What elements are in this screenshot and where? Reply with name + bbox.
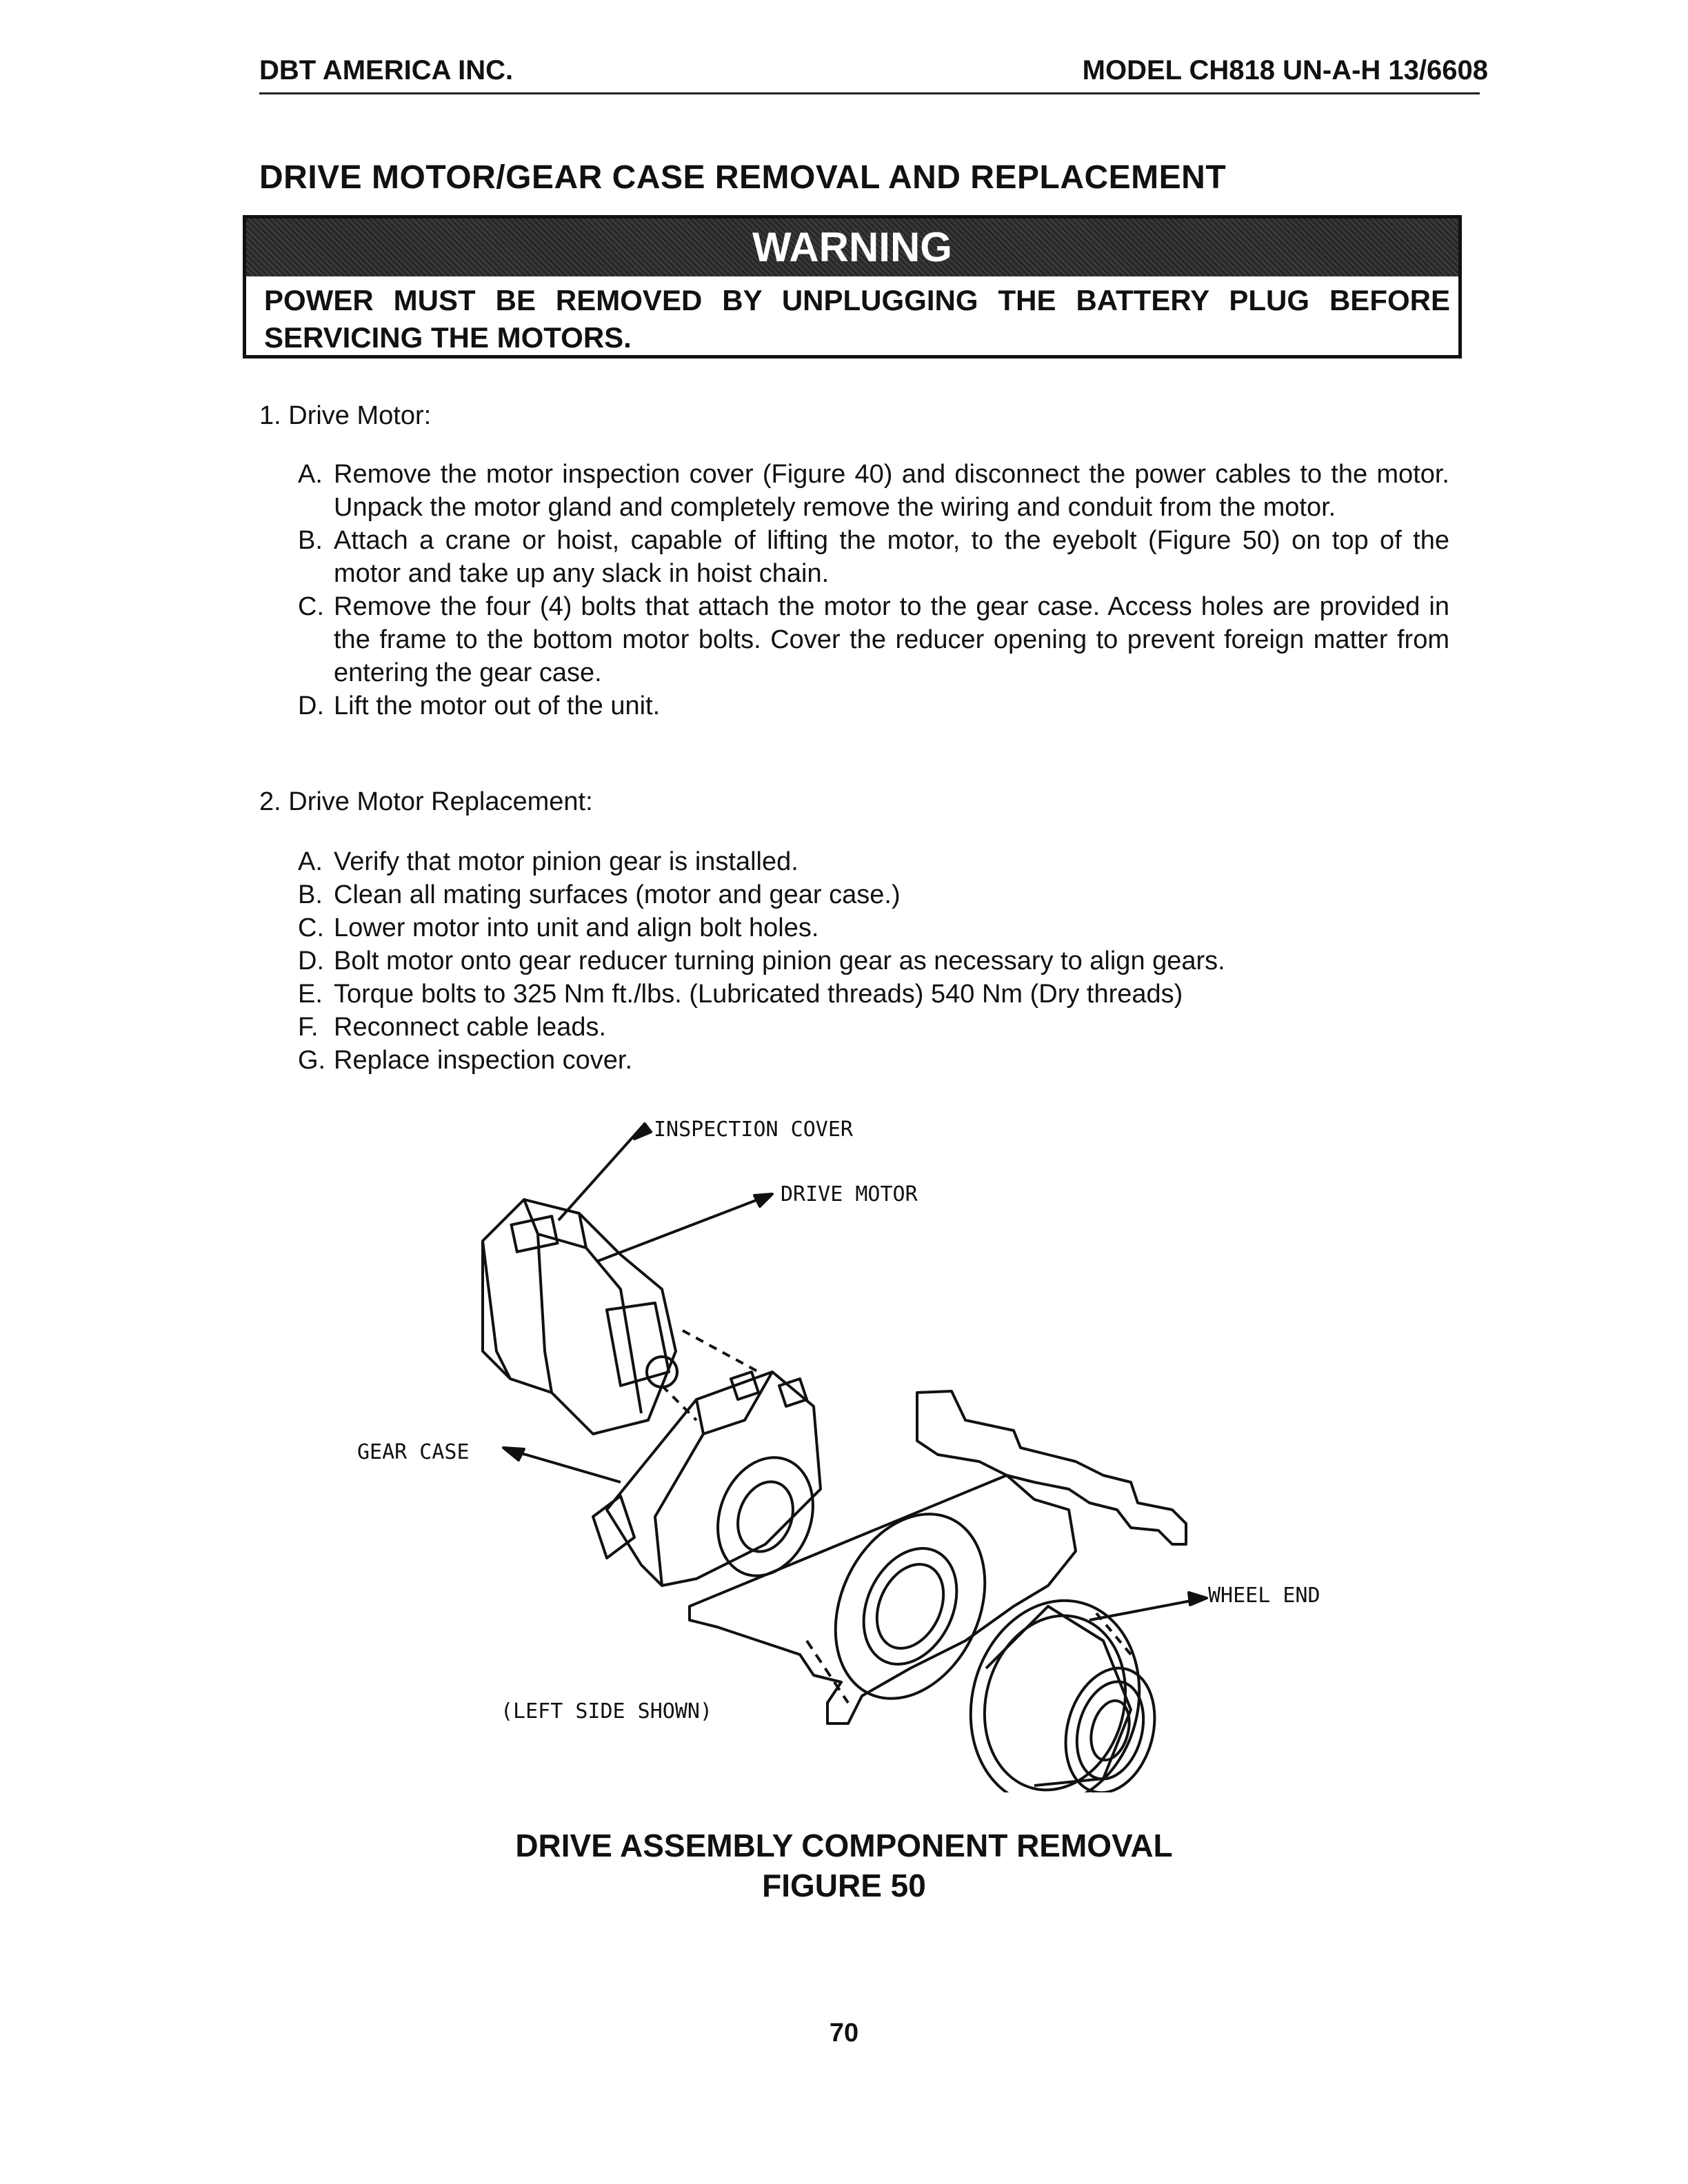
label-inspection-cover: INSPECTION COVER — [654, 1118, 853, 1142]
page-title: DRIVE MOTOR/GEAR CASE REMOVAL AND REPLACEMENT — [259, 159, 1227, 196]
warning-text: POWER MUST BE REMOVED BY UNPLUGGING THE BATTERY PLUG BEFORE SERVICING THE MOTORS. — [264, 284, 1450, 354]
figure-number: FIGURE 50 — [762, 1868, 926, 1903]
step-letter: A. — [298, 460, 323, 489]
step-letter: B. — [298, 526, 323, 555]
section-1-heading: 1. Drive Motor: — [259, 401, 432, 430]
drive-assembly-figure — [331, 1103, 1365, 1792]
step-letter: A. — [298, 847, 323, 876]
section-1-steps — [298, 458, 1449, 722]
list-item — [298, 590, 1449, 689]
list-item — [298, 689, 1449, 722]
header-rule — [259, 92, 1480, 94]
page-number: 70 — [829, 2019, 859, 2048]
section-2-steps — [298, 845, 1449, 1077]
list-item — [298, 1011, 1449, 1044]
list-item — [298, 845, 1449, 878]
warning-box — [243, 215, 1462, 358]
step-text: Lift the motor out of the unit. — [334, 691, 661, 720]
step-letter: C. — [298, 913, 324, 942]
step-text: Clean all mating surfaces (motor and gear case.) — [334, 880, 901, 909]
step-letter: B. — [298, 880, 323, 909]
drive-motor-drawing — [483, 1200, 758, 1434]
list-item — [298, 458, 1449, 524]
step-text: Torque bolts to 325 Nm ft./lbs. (Lubricated threads) 540 Nm (Dry threads) — [334, 980, 1183, 1009]
warning-heading: WARNING — [246, 219, 1458, 276]
step-text: Replace inspection cover. — [334, 1046, 633, 1075]
step-text: Verify that motor pinion gear is installed. — [334, 847, 798, 876]
list-item — [298, 524, 1449, 590]
list-item — [298, 1044, 1449, 1077]
section-2-heading: 2. Drive Motor Replacement: — [259, 787, 593, 816]
step-letter: F. — [298, 1013, 319, 1042]
step-text: Lower motor into unit and align bolt holes. — [334, 913, 819, 942]
list-item — [298, 944, 1449, 978]
list-item — [298, 911, 1449, 944]
header-model: MODEL CH818 UN-A-H 13/6608 — [1082, 55, 1488, 85]
header-company: DBT AMERICA INC. — [259, 55, 514, 85]
label-gear-case: GEAR CASE — [357, 1440, 470, 1464]
step-letter: E. — [298, 980, 323, 1009]
step-text: Remove the four (4) bolts that attach the motor to the gear case. Access holes are provided in the frame to the bottom motor bolts. Cover the reducer opening to prevent foreign matter from entering the gear case. — [334, 592, 1449, 687]
list-item — [298, 978, 1449, 1011]
frame-plate-drawing — [690, 1391, 1186, 1723]
label-drive-motor: DRIVE MOTOR — [781, 1182, 918, 1206]
step-text: Attach a crane or hoist, capable of lifting the motor, to the eyebolt (Figure 50) on top of the motor and take up any slack in hoist chain. — [334, 526, 1449, 588]
label-left-side-shown: (LEFT SIDE SHOWN) — [501, 1699, 713, 1723]
step-letter: C. — [298, 592, 324, 621]
step-letter: G. — [298, 1046, 326, 1075]
label-wheel-end: WHEEL END — [1208, 1584, 1320, 1608]
step-letter: D. — [298, 947, 324, 975]
step-text: Reconnect cable leads. — [334, 1013, 607, 1042]
step-text: Remove the motor inspection cover (Figure 40) and disconnect the power cables to the motor. Unpack the motor gland and completely remove the wiring and conduit from the motor. — [334, 460, 1449, 522]
list-item — [298, 878, 1449, 911]
gear-case-drawing — [593, 1372, 829, 1589]
figure-caption: DRIVE ASSEMBLY COMPONENT REMOVAL — [515, 1828, 1173, 1863]
step-letter: D. — [298, 691, 324, 720]
step-text: Bolt motor onto gear reducer turning pinion gear as necessary to align gears. — [334, 947, 1225, 975]
